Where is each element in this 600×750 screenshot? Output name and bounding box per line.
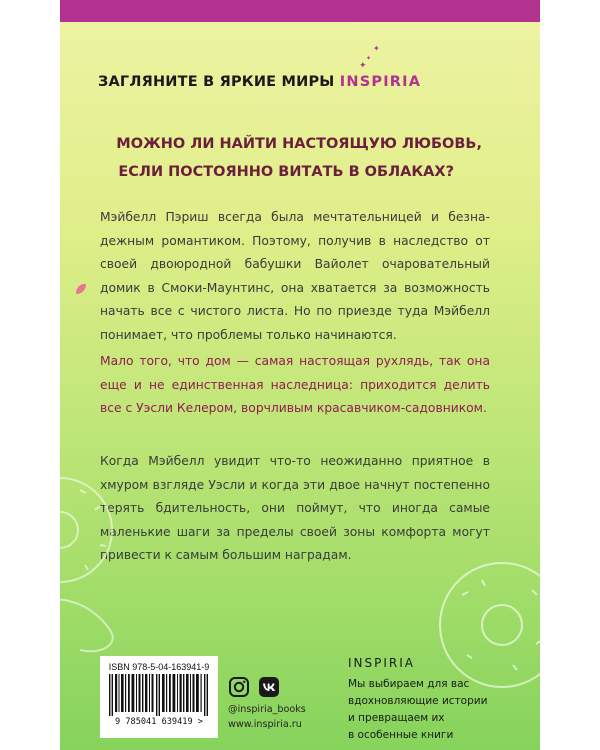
tagline-line-1: Мы выбираем для вас: [348, 678, 470, 690]
donut-outline-right: [422, 545, 540, 695]
barcode-digits: 9 785041 639419 >: [115, 717, 203, 727]
isbn-barcode-block: [100, 656, 218, 738]
donut-outline-left: [60, 470, 140, 660]
tagline-line-2: вдохновляющие истории: [348, 695, 488, 707]
header-brand: INSPIRIA: [339, 74, 422, 90]
description-paragraph-1: Мэйбелл Пэриш всегда была мечтательницей и безнадежным романтиком. Поэтому, получив в наследство от своей двоюродной бабушки Вайолет очаровательный домик в Смоки-Маунтинс, она хватается за возможность начать все с чистого листа. Но по приезде туда Мэйбелл понимает, что проблемы только начинаются.: [100, 210, 490, 342]
barcode-graphic: [107, 674, 211, 716]
headline-question: [60, 130, 540, 186]
publisher-brand: INSPIRIA: [348, 656, 415, 670]
book-back-cover: ✦ ✦ ✦ ЗАГЛЯНИТЕ В ЯРКИЕ МИРЫ INSPIRIA МОЖНО ЛИ НАЙТИ НАСТОЯЩУЮ ЛЮБОВЬ, ЕСЛИ ПОСТОЯННО ВИТАТЬ В ОБЛАКАХ? Мэйбелл Пэриш всегда была мечтательницей и безнадежным романтиком. Поэтому, получив в наследство от своей двоюродной бабушки Вайолет очаровательный домик в Смоки-Маунтинс, она хватается за возможность начать все с чистого листа. Но по приезде туда Мэйбелл понимает, что проблемы только начинаются. Мало того, что дом — самая настоящая рухлядь, так она еще и не единственная наследница: приходится делить все с Уэсли Келером, ворчливым красавчиком-садовником. Когда Мэйбелл увидит что-то неожиданно приятное в хмуром взгляде Уэсли и когда эти двое начнут постепенно терять бдительность, они поймут, что иногда самые маленькие шаги за пределы своей зоны комфорта могут привести к самым большим наградам. ISBN 978-5-04-163941-9 9 785041 639419 > @inspiria_books www.inspiria.ru INSPIRIA Мы выбираем для вас вдохновляющие истории и превращаем их в особенные книги: [60, 0, 540, 750]
question-line-2: ЕСЛИ ПОСТОЯННО ВИТАТЬ В ОБЛАКАХ?: [118, 164, 454, 180]
social-handle[interactable]: @inspiria_books: [228, 704, 306, 715]
header-tagline: [98, 74, 421, 90]
website-link[interactable]: www.inspiria.ru: [228, 719, 302, 730]
header-prefix: ЗАГЛЯНИТЕ В ЯРКИЕ МИРЫ: [98, 74, 335, 90]
vk-icon[interactable]: [258, 676, 280, 698]
tagline-line-3: и превращаем их: [348, 712, 445, 724]
top-band: [60, 0, 540, 22]
isbn-number: ISBN 978-5-04-163941-9: [108, 662, 210, 672]
question-line-1: МОЖНО ЛИ НАЙТИ НАСТОЯЩУЮ ЛЮБОВЬ,: [116, 136, 482, 152]
instagram-icon[interactable]: [228, 676, 250, 698]
petal-icon: [74, 282, 88, 296]
description-paragraph-3: Когда Мэйбелл увидит что-то неожиданно приятное в хмуром взгляде Уэсли и когда эти двое начнут постепенно терять бдительность, они поймут, что иногда самые маленькие шаги за пределы своей зоны комфорта могут привести к самым большим наградам.: [100, 454, 490, 562]
description-paragraph-2: Мало того, что дом — самая настоящая рухлядь, так она еще и не единственная наследница: приходится делить все с Уэсли Келером, ворчливым красавчиком-садовником.: [100, 354, 490, 415]
tagline-line-4: в особенные книги: [348, 729, 454, 741]
publisher-tagline: [348, 676, 487, 744]
top-band-notch: [60, 0, 540, 40]
